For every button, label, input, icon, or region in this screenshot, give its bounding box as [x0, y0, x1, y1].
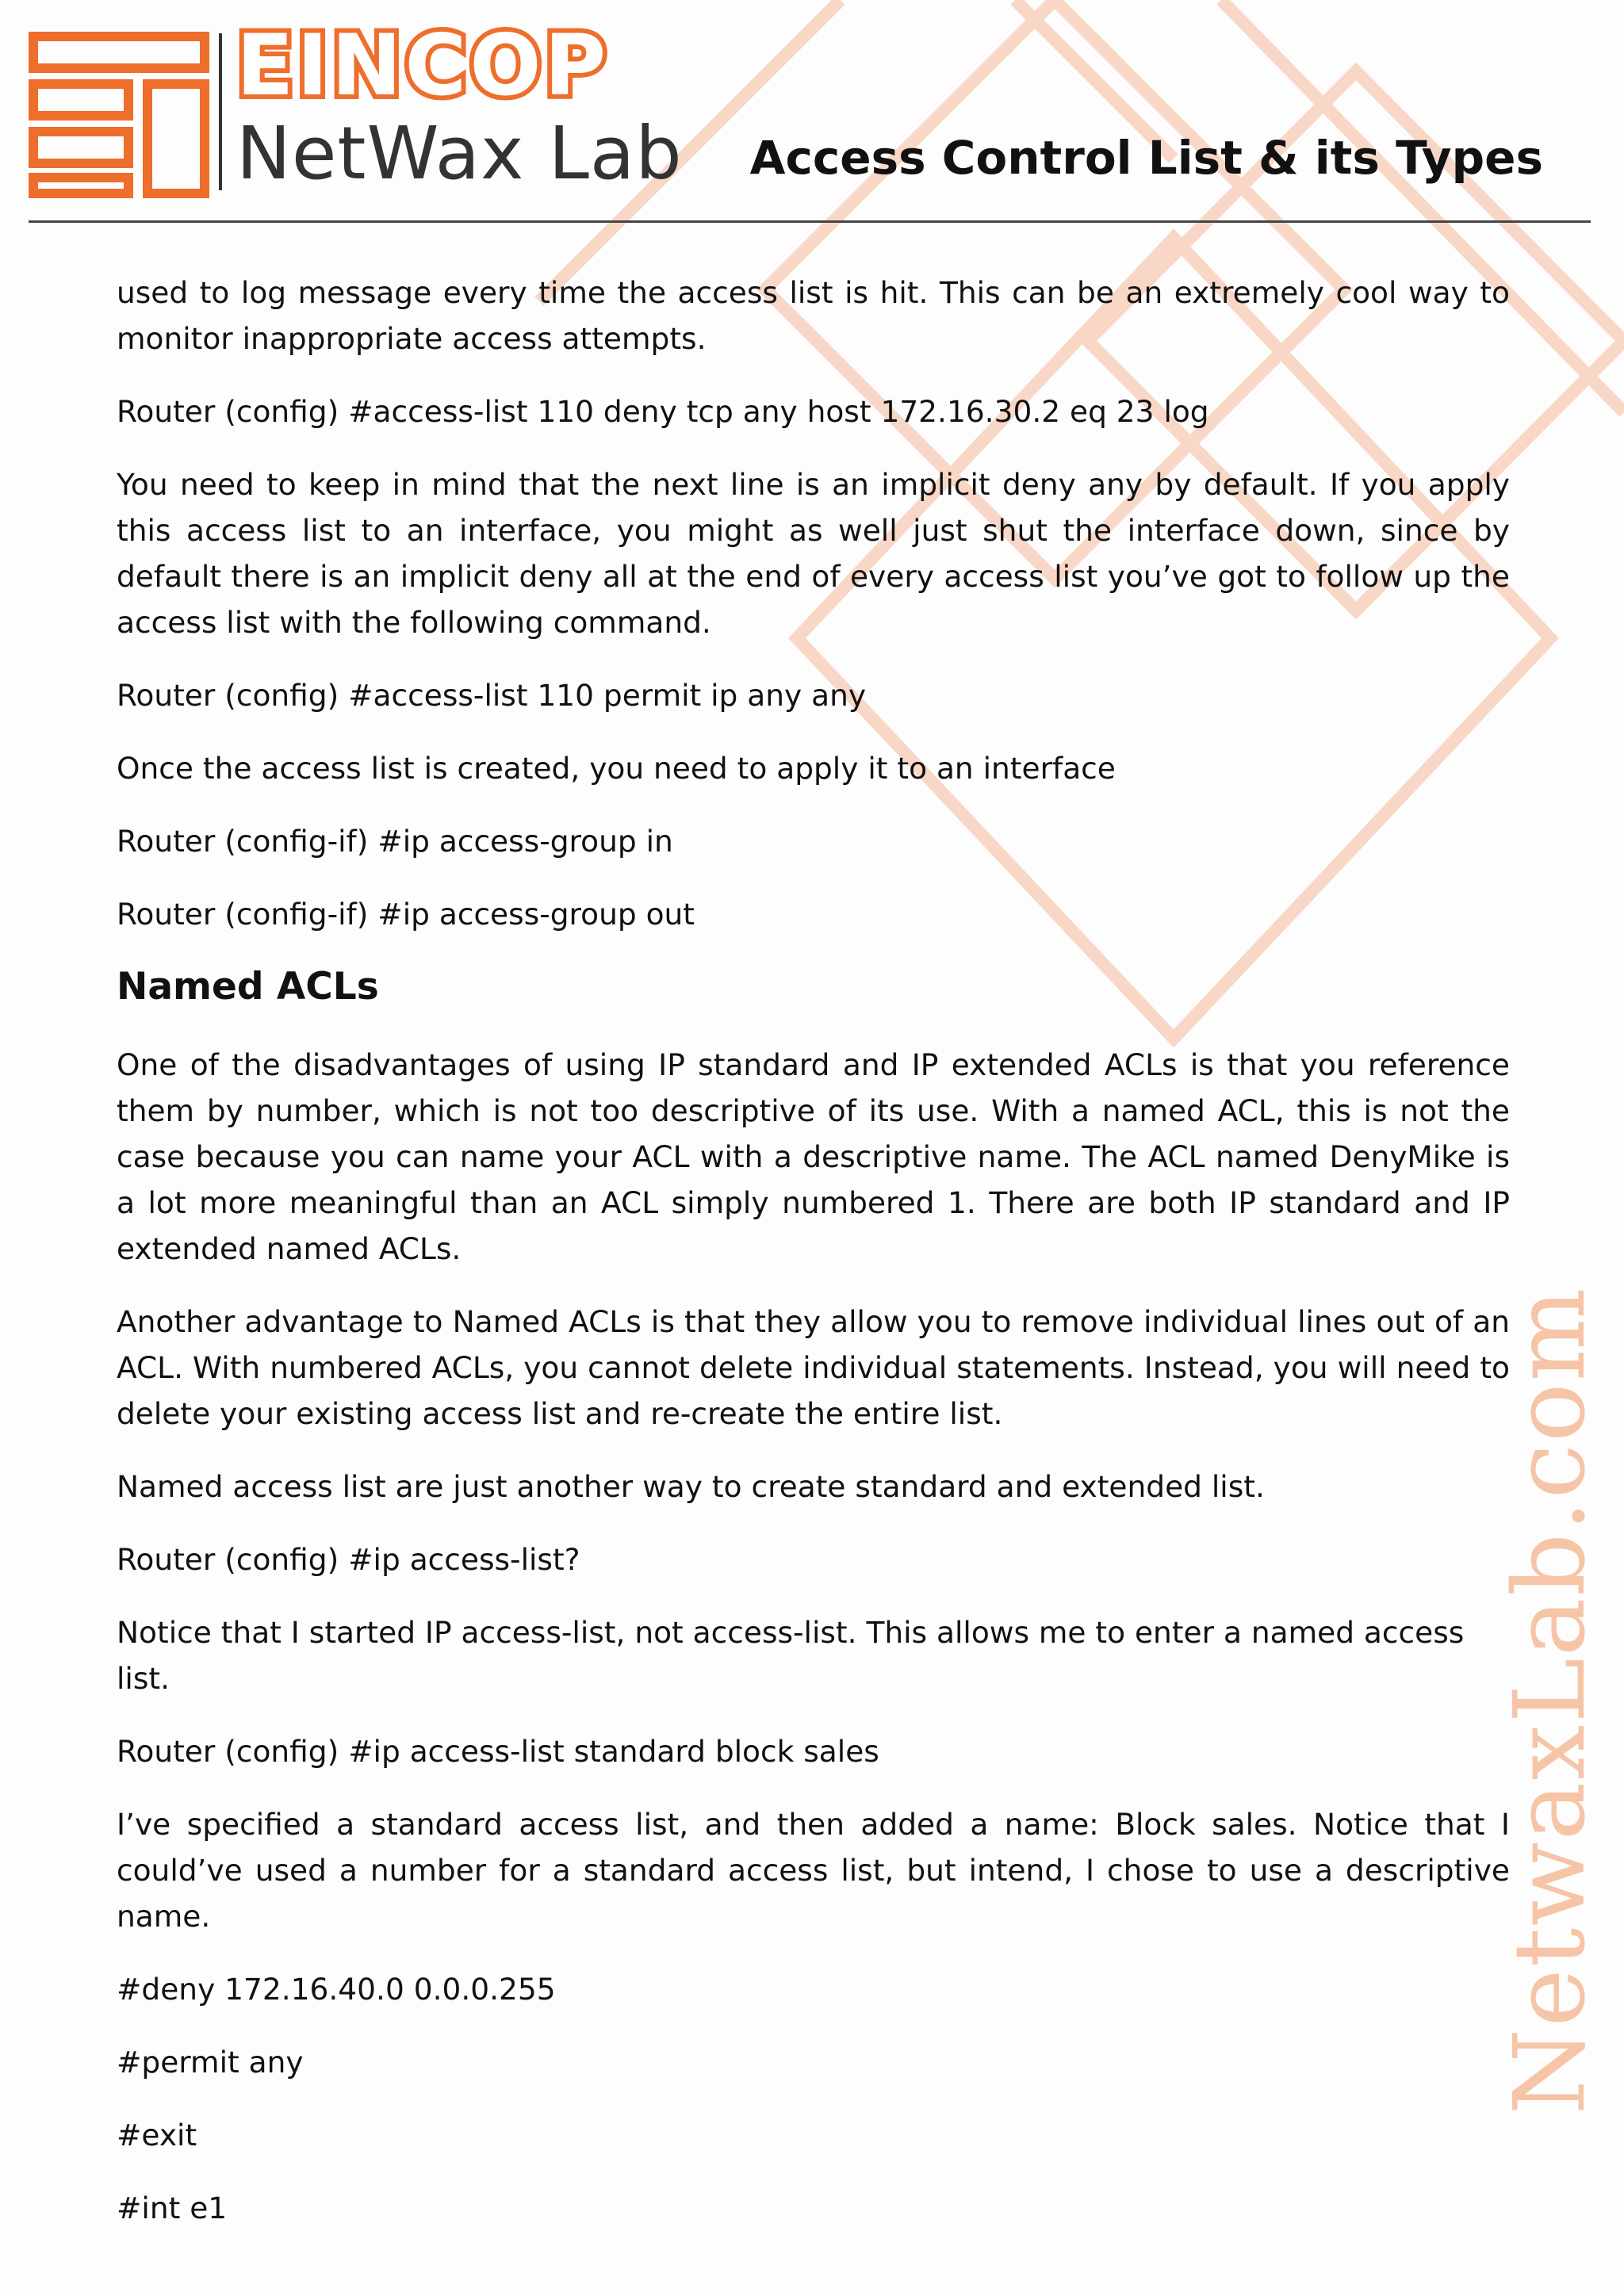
brand-name-eincop: EINCOP — [236, 17, 610, 114]
page-title: Access Control List & its Types — [749, 131, 1543, 185]
brand-name-netwax-lab: NetWax Lab — [236, 111, 683, 196]
logo-divider — [219, 33, 222, 190]
paragraph-apply-interface: Once the access list is created, you need to apply it to an interface — [117, 751, 1116, 786]
section-heading-named-acls: Named ACLs — [117, 965, 379, 1008]
command-permit-ip: Router (config) #access-list 110 permit ip any any — [117, 678, 867, 713]
paragraph-implicit-deny: You need to keep in mind that the next line is an implicit deny any by default. If you apply this access list to an interface, you might as well just shut the interface down, since by default there is an implicit deny all at the end of every access list you’ve got to follow up the access list with the following command. — [117, 467, 1510, 640]
side-watermark-text: NetwaxLab.com — [1493, 1286, 1607, 2115]
command-access-group-in: Router (config-if) #ip access-group in — [117, 824, 673, 859]
paragraph-log-message: used to log message every time the access list is hit. This can be an extremely cool way to monitor inappropriate access attempts. — [117, 275, 1510, 356]
command-access-group-out: Router (config-if) #ip access-group out — [117, 897, 695, 932]
command-ip-access-list: Router (config) #ip access-list? — [117, 1542, 580, 1577]
command-deny-tcp: Router (config) #access-list 110 deny tcp any host 172.16.30.2 eq 23 log — [117, 394, 1209, 429]
command-int-e1: #int e1 — [117, 2191, 228, 2225]
page-header — [29, 17, 1591, 222]
header-rule — [29, 220, 1591, 223]
command-permit-any: #permit any — [117, 2045, 304, 2080]
paragraph-notice: Notice that I started IP access-list, not access-list. This allows me to enter a named access list. — [117, 1615, 1465, 1696]
paragraph-named-acl-disadvantages: One of the disadvantages of using IP standard and IP extended ACLs is that you reference them by number, which is not too descriptive of its use. With a named ACL, this is not the case because you can name your ACL with a descriptive name. The ACL named DenyMike is a lot more meaningful than an ACL simply numbered 1. There are both IP standard and IP extended named ACLs. — [117, 1047, 1510, 1266]
paragraph-specified-standard: I’ve specified a standard access list, and then added a name: Block sales. Notice that I could’ve used a number for a standard access list, but intend, I chose to use a descriptive name. — [117, 1807, 1510, 1934]
document-body — [117, 270, 1510, 2258]
paragraph-named-acl-advantage: Another advantage to Named ACLs is that they allow you to remove individual lines out of an ACL. With numbered ACLs, you cannot delete individual statements. Instead, you will need to delete your existing access list and re-create the entire list. — [117, 1304, 1510, 1431]
paragraph-named-access-list: Named access list are just another way to create standard and extended list. — [117, 1469, 1265, 1504]
command-exit: #exit — [117, 2118, 197, 2152]
command-standard-block-sales: Router (config) #ip access-list standard block sales — [117, 1734, 879, 1769]
eincop-logo-icon — [29, 32, 219, 198]
command-deny-network: #deny 172.16.40.0 0.0.0.255 — [117, 1972, 556, 2007]
